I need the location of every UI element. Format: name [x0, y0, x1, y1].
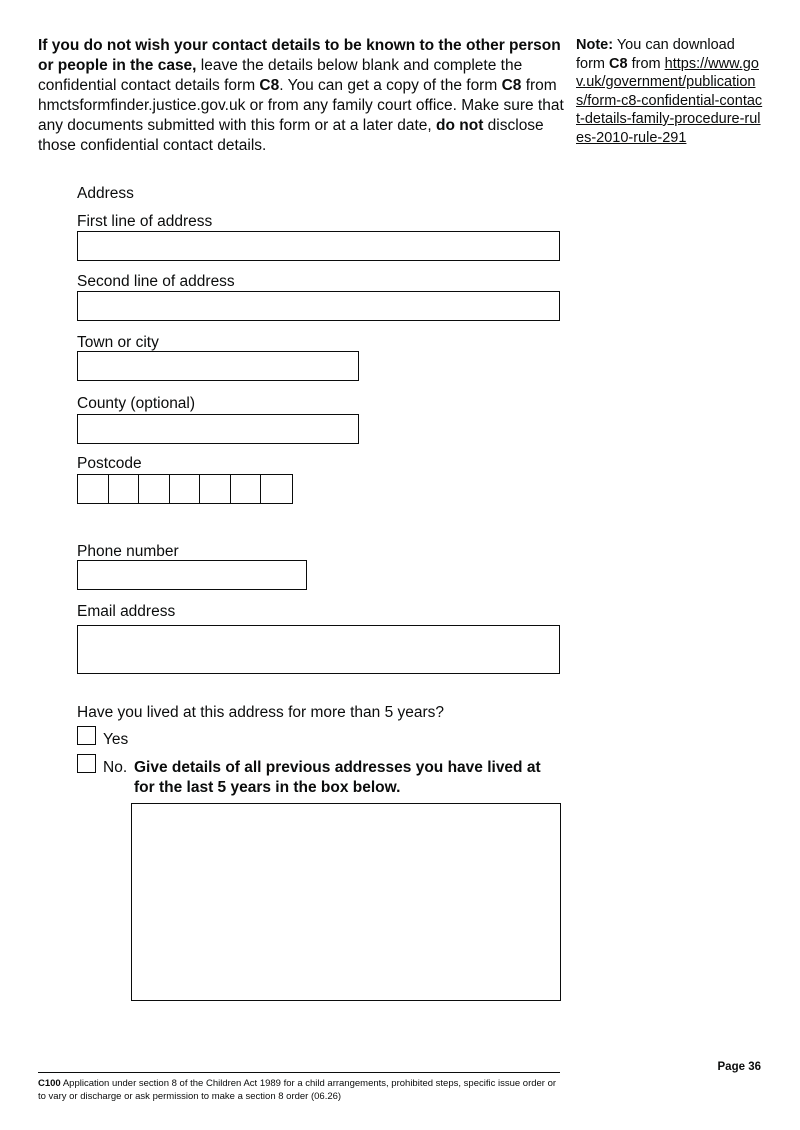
postcode-cell[interactable]	[261, 475, 292, 503]
address-line2-label: Second line of address	[77, 273, 235, 290]
residence-question: Have you lived at this address for more than 5 years?	[77, 704, 445, 721]
intro-form-ref-1: C8	[259, 77, 280, 94]
intro-form-ref-2: C8	[501, 77, 522, 94]
footer-description: Application under section 8 of the Children Act 1989 for a child arrangements, prohibited steps, specific issue order or to vary or discharge or ask permission to make a section 8 order (06.26)	[38, 1078, 557, 1102]
intro-bold-do-not: do not	[436, 117, 484, 134]
postcode-cell[interactable]	[231, 475, 262, 503]
phone-field[interactable]	[77, 560, 307, 590]
county-field[interactable]	[77, 414, 359, 444]
email-label: Email address	[77, 603, 176, 620]
postcode-cell[interactable]	[139, 475, 170, 503]
note-label: Note:	[576, 37, 614, 53]
intro-text-2: . You can get a copy of the form	[279, 77, 502, 94]
note-text-1: You can download form	[576, 37, 735, 72]
previous-addresses-box[interactable]	[131, 803, 561, 1001]
intro-bold-lead: If you do not wish your contact details to be known to the other person or people in the case,	[38, 37, 561, 74]
footer-divider	[38, 1072, 560, 1073]
address-heading: Address	[77, 185, 134, 202]
intro-paragraph	[38, 36, 566, 156]
intro-text-1: leave the details below blank and complete the confidential contact details form	[38, 57, 523, 94]
phone-label: Phone number	[77, 543, 179, 560]
email-field[interactable]	[77, 625, 560, 674]
note-text-2: from	[627, 55, 665, 72]
footer-text	[38, 1078, 558, 1103]
intro-text-4: disclose those confidential contact details.	[38, 117, 544, 154]
postcode-cell[interactable]	[170, 475, 201, 503]
address-line1-field[interactable]	[77, 231, 560, 261]
town-label: Town or city	[77, 334, 159, 351]
note-form-ref: C8	[609, 55, 628, 72]
postcode-field[interactable]	[77, 474, 293, 504]
yes-checkbox[interactable]	[77, 726, 96, 745]
postcode-cell[interactable]	[200, 475, 231, 503]
postcode-cell[interactable]	[109, 475, 140, 503]
footer-form-code: C100	[38, 1078, 61, 1089]
no-checkbox[interactable]	[77, 754, 96, 773]
intro-text-3: from hmctsformfinder.justice.gov.uk or from any family court office. Make sure that any documents submitted with this form or at a later date,	[38, 77, 564, 134]
no-label: No.	[103, 759, 128, 776]
address-line1-label: First line of address	[77, 213, 213, 230]
yes-label: Yes	[103, 731, 129, 748]
page-number: Page 36	[717, 1061, 761, 1073]
no-instruction: Give details of all previous addresses you have lived at for the last 5 years in the box below.	[134, 759, 541, 796]
postcode-cell[interactable]	[78, 475, 109, 503]
sidebar-note	[576, 36, 766, 147]
address-line2-field[interactable]	[77, 291, 560, 321]
c8-download-link[interactable]: https://www.gov.uk/government/publications/form-c8-confidential-contact-details-family-procedure-rules-2010-rule-291	[576, 55, 763, 146]
postcode-label: Postcode	[77, 455, 142, 472]
county-label: County (optional)	[77, 395, 196, 412]
town-field[interactable]	[77, 351, 359, 381]
